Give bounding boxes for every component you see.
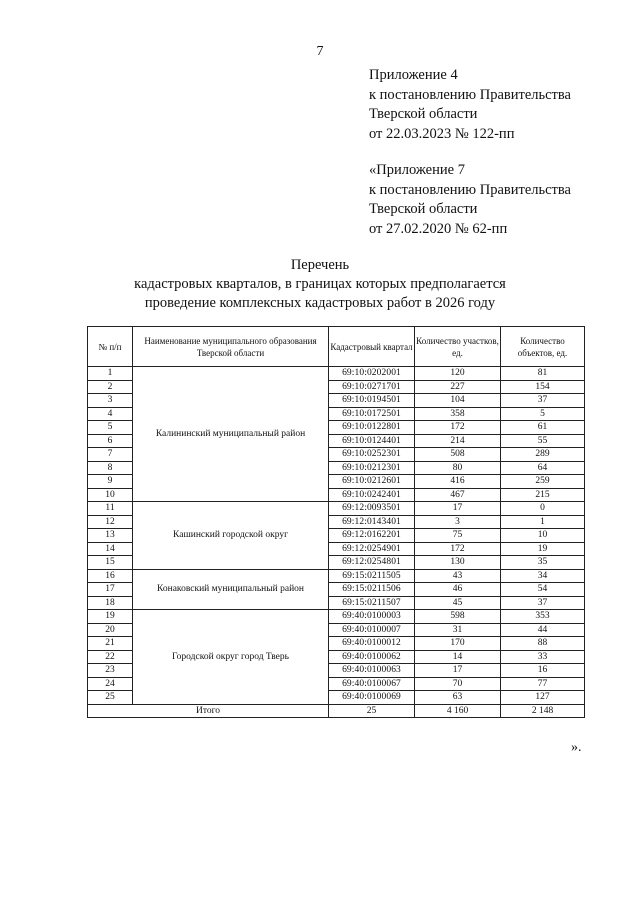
total-row bbox=[88, 704, 585, 718]
plots-count: 358 bbox=[415, 407, 501, 421]
table-body bbox=[88, 367, 585, 705]
page-number: 7 bbox=[316, 44, 324, 59]
plots-count: 598 bbox=[415, 610, 501, 624]
plots-count: 214 bbox=[415, 434, 501, 448]
plots-count: 17 bbox=[415, 502, 501, 516]
cadastral-quarter: 69:10:0212301 bbox=[329, 461, 415, 475]
row-number: 4 bbox=[88, 407, 133, 421]
objects-count: 61 bbox=[501, 421, 585, 435]
row-number: 10 bbox=[88, 488, 133, 502]
row-number: 8 bbox=[88, 461, 133, 475]
row-number: 24 bbox=[88, 677, 133, 691]
plots-count: 3 bbox=[415, 515, 501, 529]
plots-count: 104 bbox=[415, 394, 501, 408]
cadastral-quarter: 69:10:0124401 bbox=[329, 434, 415, 448]
row-number: 22 bbox=[88, 650, 133, 664]
header-objects-count: Количество объектов, ед. bbox=[501, 327, 585, 367]
row-number: 21 bbox=[88, 637, 133, 651]
cadastral-quarter: 69:10:0212601 bbox=[329, 475, 415, 489]
objects-count: 34 bbox=[501, 569, 585, 583]
cadastral-quarter: 69:10:0271701 bbox=[329, 380, 415, 394]
plots-count: 130 bbox=[415, 556, 501, 570]
objects-count: 16 bbox=[501, 664, 585, 678]
objects-count: 10 bbox=[501, 529, 585, 543]
municipality-name: Калининский муниципальный район bbox=[133, 367, 329, 502]
row-number: 20 bbox=[88, 623, 133, 637]
cadastral-quarter: 69:10:0122801 bbox=[329, 421, 415, 435]
cadastral-quarters-table bbox=[87, 326, 585, 718]
plots-count: 172 bbox=[415, 542, 501, 556]
annex-original-line: Тверской области bbox=[369, 201, 478, 217]
table-row bbox=[88, 569, 585, 583]
title-line: проведение комплексных кадастровых работ в 2026 году bbox=[144, 295, 496, 311]
plots-count: 14 bbox=[415, 650, 501, 664]
row-number: 15 bbox=[88, 556, 133, 570]
row-number: 14 bbox=[88, 542, 133, 556]
objects-count: 64 bbox=[501, 461, 585, 475]
cadastral-quarter: 69:40:0100012 bbox=[329, 637, 415, 651]
document-title bbox=[0, 256, 640, 313]
row-number: 25 bbox=[88, 691, 133, 705]
cadastral-quarter: 69:10:0194501 bbox=[329, 394, 415, 408]
cadastral-quarter: 69:40:0100062 bbox=[329, 650, 415, 664]
title-line: Перечень bbox=[290, 257, 350, 273]
plots-count: 43 bbox=[415, 569, 501, 583]
row-number: 7 bbox=[88, 448, 133, 462]
objects-count: 353 bbox=[501, 610, 585, 624]
cadastral-quarter: 69:15:0211507 bbox=[329, 596, 415, 610]
plots-count: 63 bbox=[415, 691, 501, 705]
row-number: 13 bbox=[88, 529, 133, 543]
closing-quote-mark: ». bbox=[571, 740, 582, 755]
objects-count: 88 bbox=[501, 637, 585, 651]
cadastral-quarter: 69:12:0254801 bbox=[329, 556, 415, 570]
header-plots-count: Количество участков, ед. bbox=[415, 327, 501, 367]
plots-count: 467 bbox=[415, 488, 501, 502]
cadastral-quarter: 69:12:0162201 bbox=[329, 529, 415, 543]
plots-count: 46 bbox=[415, 583, 501, 597]
row-number: 16 bbox=[88, 569, 133, 583]
objects-count: 127 bbox=[501, 691, 585, 705]
objects-count: 37 bbox=[501, 394, 585, 408]
row-number: 12 bbox=[88, 515, 133, 529]
row-number: 17 bbox=[88, 583, 133, 597]
annex-original-line: к постановлению Правительства bbox=[369, 181, 571, 198]
plots-count: 31 bbox=[415, 623, 501, 637]
annex-current-line: Тверской области bbox=[369, 106, 478, 122]
cadastral-quarter: 69:40:0100069 bbox=[329, 691, 415, 705]
municipality-name: Городской округ город Тверь bbox=[133, 610, 329, 705]
cadastral-quarter: 69:10:0172501 bbox=[329, 407, 415, 421]
objects-count: 77 bbox=[501, 677, 585, 691]
plots-count: 416 bbox=[415, 475, 501, 489]
objects-count: 81 bbox=[501, 367, 585, 381]
cadastral-quarter: 69:10:0252301 bbox=[329, 448, 415, 462]
objects-count: 35 bbox=[501, 556, 585, 570]
row-number: 1 bbox=[88, 367, 133, 381]
municipality-name: Кашинский городской округ bbox=[133, 502, 329, 570]
objects-count: 215 bbox=[501, 488, 585, 502]
objects-count: 54 bbox=[501, 583, 585, 597]
header-cadastral-quarter: Кадастровый квартал bbox=[329, 327, 415, 367]
cadastral-quarter: 69:15:0211505 bbox=[329, 569, 415, 583]
cadastral-quarter: 69:12:0093501 bbox=[329, 502, 415, 516]
objects-count: 37 bbox=[501, 596, 585, 610]
cadastral-quarter: 69:12:0254901 bbox=[329, 542, 415, 556]
row-number: 11 bbox=[88, 502, 133, 516]
row-number: 19 bbox=[88, 610, 133, 624]
objects-count: 55 bbox=[501, 434, 585, 448]
objects-count: 44 bbox=[501, 623, 585, 637]
annex-current-block bbox=[369, 66, 571, 144]
table-row bbox=[88, 502, 585, 516]
cadastral-quarter: 69:40:0100007 bbox=[329, 623, 415, 637]
plots-count: 227 bbox=[415, 380, 501, 394]
plots-count: 170 bbox=[415, 637, 501, 651]
plots-count: 80 bbox=[415, 461, 501, 475]
annex-original-line: от 27.02.2020 № 62-пп bbox=[369, 220, 508, 237]
row-number: 18 bbox=[88, 596, 133, 610]
plots-count: 70 bbox=[415, 677, 501, 691]
objects-count: 289 bbox=[501, 448, 585, 462]
objects-count: 154 bbox=[501, 380, 585, 394]
row-number: 9 bbox=[88, 475, 133, 489]
plots-count: 120 bbox=[415, 367, 501, 381]
total-label: Итого bbox=[88, 704, 329, 718]
plots-count: 508 bbox=[415, 448, 501, 462]
cadastral-quarter: 69:40:0100063 bbox=[329, 664, 415, 678]
objects-count: 1 bbox=[501, 515, 585, 529]
row-number: 6 bbox=[88, 434, 133, 448]
total-objects: 2 148 bbox=[501, 704, 585, 718]
annex-current-line: к постановлению Правительства bbox=[369, 86, 571, 103]
cadastral-quarter: 69:15:0211506 bbox=[329, 583, 415, 597]
cadastral-quarter: 69:40:0100003 bbox=[329, 610, 415, 624]
cadastral-quarter: 69:40:0100067 bbox=[329, 677, 415, 691]
municipality-name: Конаковский муниципальный район bbox=[133, 569, 329, 610]
plots-count: 75 bbox=[415, 529, 501, 543]
objects-count: 259 bbox=[501, 475, 585, 489]
annex-original-line: «Приложение 7 bbox=[369, 162, 465, 178]
annex-original-block bbox=[369, 161, 571, 239]
annex-current-line: от 22.03.2023 № 122-пп bbox=[369, 125, 515, 142]
objects-count: 0 bbox=[501, 502, 585, 516]
header-municipality: Наименование муниципального образования Тверской области bbox=[133, 327, 329, 367]
cadastral-quarter: 69:12:0143401 bbox=[329, 515, 415, 529]
row-number: 3 bbox=[88, 394, 133, 408]
annex-current-line: Приложение 4 bbox=[369, 67, 458, 83]
objects-count: 5 bbox=[501, 407, 585, 421]
table-row bbox=[88, 367, 585, 381]
plots-count: 45 bbox=[415, 596, 501, 610]
objects-count: 19 bbox=[501, 542, 585, 556]
table-header-row bbox=[88, 327, 585, 367]
row-number: 2 bbox=[88, 380, 133, 394]
header-number: № п/п bbox=[88, 327, 133, 367]
cadastral-quarter: 69:10:0202001 bbox=[329, 367, 415, 381]
table-row bbox=[88, 610, 585, 624]
title-line: кадастровых кварталов, в границах которых предполагается bbox=[134, 276, 506, 292]
cadastral-quarter: 69:10:0242401 bbox=[329, 488, 415, 502]
plots-count: 172 bbox=[415, 421, 501, 435]
row-number: 5 bbox=[88, 421, 133, 435]
objects-count: 33 bbox=[501, 650, 585, 664]
total-plots: 4 160 bbox=[415, 704, 501, 718]
total-quarters: 25 bbox=[329, 704, 415, 718]
row-number: 23 bbox=[88, 664, 133, 678]
plots-count: 17 bbox=[415, 664, 501, 678]
